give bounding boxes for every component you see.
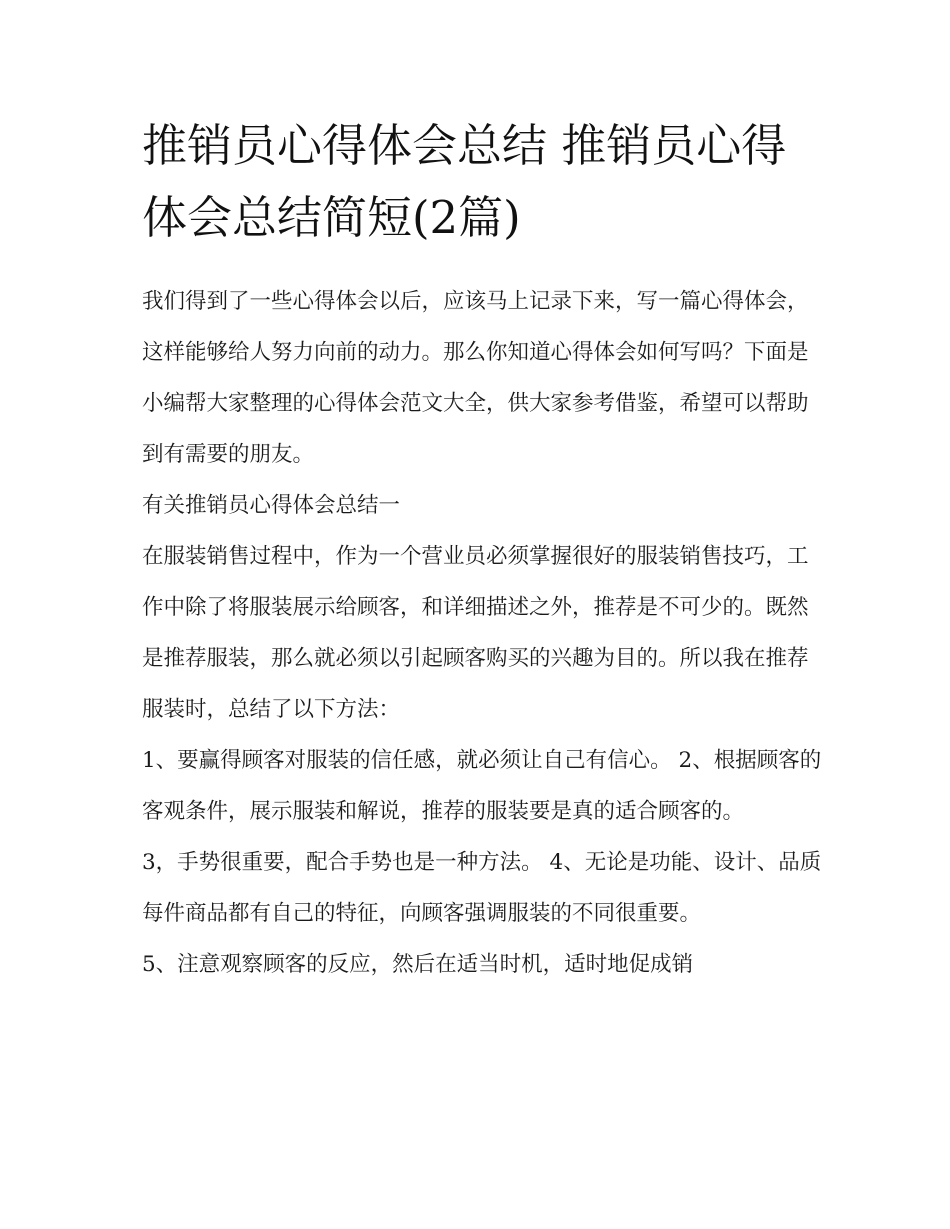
body-paragraph: 3，手势很重要，配合手势也是一种方法。 4、无论是功能、设计、品质每件商品都有自己的特征，向顾客强调服装的不同很重要。 (142, 850, 822, 926)
intro-paragraph: 我们得到了一些心得体会以后，应该马上记录下来，写一篇心得体会，这样能够给人努力向前的动力。那么你知道心得体会如何写吗？下面是小编帮大家整理的心得体会范文大全，供大家参考借鉴，希望可以帮助到有需要的朋友。 (142, 289, 809, 467)
document-title: 推销员心得体会总结 推销员心得体会总结简短(2篇) (142, 119, 787, 244)
section-heading: 有关推销员心得体会总结一 (142, 493, 401, 518)
body-paragraph: 5、注意观察顾客的反应，然后在适当时机，适时地促成销 (142, 952, 694, 977)
document-page (142, 110, 822, 990)
body-paragraph: 1、要赢得顾客对服装的信任感，就必须让自己有信心。 2、根据顾客的客观条件，展示服装和解说，推荐的服装要是真的适合顾客的。 (142, 748, 822, 824)
body-paragraph: 在服装销售过程中，作为一个营业员必须掌握很好的服装销售技巧，工作中除了将服装展示给顾客，和详细描述之外，推荐是不可少的。既然是推荐服装，那么就必须以引起顾客购买的兴趣为目的。所以我在推荐服装时，总结了以下方法： (142, 544, 809, 722)
